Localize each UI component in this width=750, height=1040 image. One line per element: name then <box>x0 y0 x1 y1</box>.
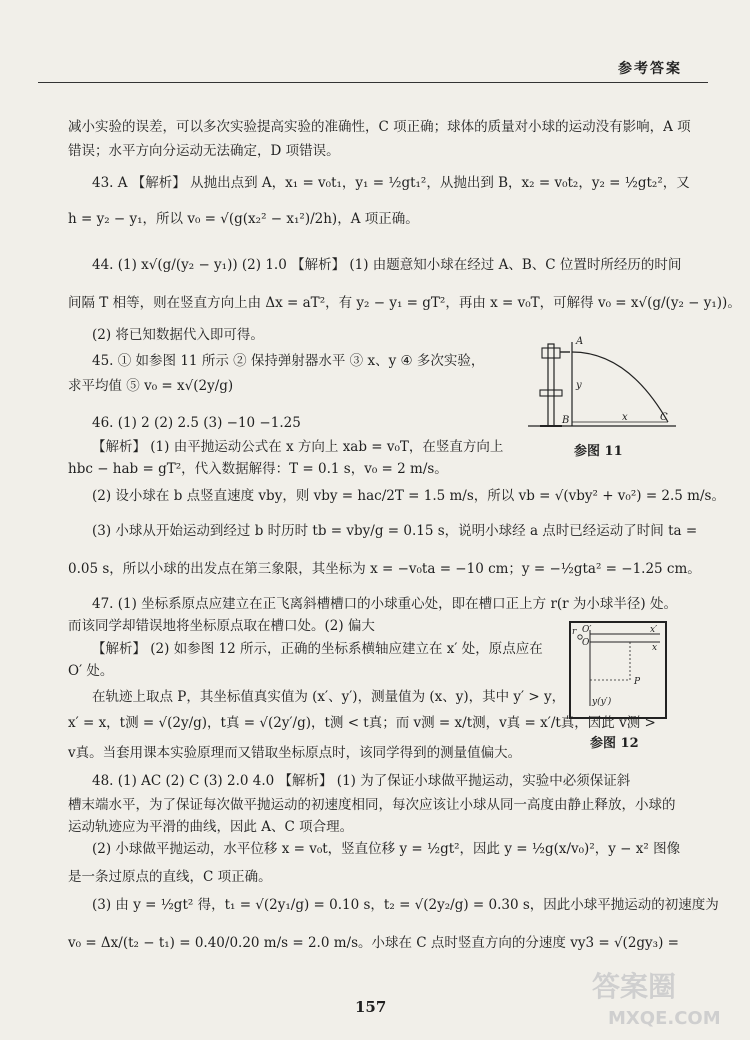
text-line: v真。当套用课本实验原理而又错取坐标原点时，该同学得到的测量值偏大。 <box>68 745 522 761</box>
figure-11-caption: 参图 11 <box>574 444 623 459</box>
text-line: 0.05 s，所以小球的出发点在第三象限，其坐标为 x = −v₀ta = −10 cm；y = −½gta² = −1.25 cm。 <box>68 561 701 577</box>
text-line: (2) 将已知数据代入即可得。 <box>92 327 264 343</box>
text-line: 【解析】 (1) 由平抛运动公式在 x 方向上 xab = v₀T，在竖直方向上 <box>92 439 504 455</box>
fig11-label-y: y <box>576 380 582 391</box>
text-line: 在轨迹上取点 P，其坐标值真实值为 (x′、y′)，测量值为 (x、y)，其中 y′ > y， <box>92 689 566 705</box>
text-line: 求平均值 ⑤ v₀ = x√(2y/g) <box>68 378 234 394</box>
text-line: (2) 小球做平抛运动，水平位移 x = v₀t，竖直位移 y = ½gt²，因此 y = ½g(x/v₀)²，y − x² 图像 <box>92 841 681 857</box>
text-line: 【解析】 (2) 如参图 12 所示，正确的坐标系横轴应建立在 x′ 处，原点应在 <box>92 641 543 657</box>
watermark-text-domain: MXQE.COM <box>608 1008 721 1029</box>
text-line: x′ = x，t测 = √(2y/g)，t真 = √(2y′/g)，t测 < t真；而 v测 = x/t测，v真 = x′/t真，因此 v测 > <box>68 715 656 731</box>
figure-11-diagram <box>528 334 678 430</box>
text-line-q44: 44. (1) x√(g/(y₂ − y₁)) (2) 1.0 【解析】 (1) 由题意知小球在经过 A、B、C 位置时所经历的时间 <box>92 257 682 273</box>
fig12-label-r: r <box>572 627 577 637</box>
text-line-q43: 43. A 【解析】 从抛出点到 A，x₁ = v₀t₁，y₁ = ½gt₁²，从抛出到 B，x₂ = v₀t₂，y₂ = ½gt₂²，又 <box>92 175 690 191</box>
text-line: h = y₂ − y₁，所以 v₀ = √(g(x₂² − x₁²)/2h)，A 项正确。 <box>68 211 419 227</box>
text-line: 槽末端水平，为了保证每次做平抛运动的初速度相同，每次应该让小球从同一高度由静止释放，小球的 <box>68 797 676 813</box>
text-line-q45: 45. ① 如参图 11 所示 ② 保持弹射器水平 ③ x、y ④ 多次实验， <box>92 353 485 369</box>
text-line: 减小实验的误差，可以多次实验提高实验的准确性，C 项正确；球体的质量对小球的运动没有影响，A 项 <box>68 119 691 135</box>
text-line: hbc − hab = gT²，代入数据解得：T = 0.1 s，v₀ = 2 m/s。 <box>68 461 448 477</box>
running-header-title: 参考答案 <box>618 61 682 77</box>
text-line-q47: 47. (1) 坐标系原点应建立在正飞离斜槽槽口的小球重心处，即在槽口正上方 r(r 为小球半径) 处。 <box>92 596 677 612</box>
fig12-label-x: x <box>652 643 658 653</box>
watermark-text-cn: 答案圈 <box>592 970 677 1003</box>
figure-12-diagram <box>568 620 668 720</box>
page-number: 157 <box>355 998 387 1016</box>
fig11-label-B: B <box>562 415 570 426</box>
fig12-label-x-prime: x′ <box>650 625 658 635</box>
text-line: 间隔 T 相等，则在竖直方向上由 Δx = aT²，有 y₂ − y₁ = gT²，再由 x = v₀T，可解得 v₀ = x√(g/(y₂ − y₁))。 <box>68 295 741 311</box>
figure-12-caption: 参图 12 <box>590 736 639 751</box>
watermark-logo <box>586 962 736 1032</box>
text-line: O′ 处。 <box>68 663 114 679</box>
fig11-label-x: x <box>622 412 628 423</box>
text-line-q46: 46. (1) 2 (2) 2.5 (3) −10 −1.25 <box>92 415 301 431</box>
fig11-label-A: A <box>576 336 584 347</box>
text-line: (3) 由 y = ½gt² 得，t₁ = √(2y₁/g) = 0.10 s，t₂ = √(2y₂/g) = 0.30 s，因此小球平抛运动的初速度为 <box>92 897 719 913</box>
text-line: (3) 小球从开始运动到经过 b 时历时 tb = vby/g = 0.15 s，说明小球经 a 点时已经运动了时间 ta = <box>92 523 698 539</box>
text-line: 运动轨迹应为平滑的曲线，因此 A、C 项合理。 <box>68 819 354 835</box>
fig11-label-C: C <box>660 412 668 423</box>
text-line: v₀ = Δx/(t₂ − t₁) = 0.40/0.20 m/s = 2.0 m/s。小球在 C 点时竖直方向的分速度 vy3 = √(2gy₃) = <box>68 935 679 951</box>
header-rule <box>38 82 708 83</box>
text-line-q48: 48. (1) AC (2) C (3) 2.0 4.0 【解析】 (1) 为了保证小球做平抛运动，实验中必须保证斜 <box>92 773 631 789</box>
text-line: 而该同学却错误地将坐标原点取在槽口处。(2) 偏大 <box>68 618 375 634</box>
fig12-label-y: y(y′) <box>592 697 612 707</box>
text-line: (2) 设小球在 b 点竖直速度 vby，则 vby = hac/2T = 1.5 m/s，所以 vb = √(vby² + v₀²) = 2.5 m/s。 <box>92 488 725 504</box>
fig12-label-P: P <box>634 677 641 687</box>
fig12-label-O: O <box>582 638 590 648</box>
text-line: 是一条过原点的直线，C 项正确。 <box>68 869 272 885</box>
fig12-label-O-prime: O′ <box>582 625 592 635</box>
text-line: 错误；水平方向分运动无法确定，D 项错误。 <box>68 143 340 159</box>
